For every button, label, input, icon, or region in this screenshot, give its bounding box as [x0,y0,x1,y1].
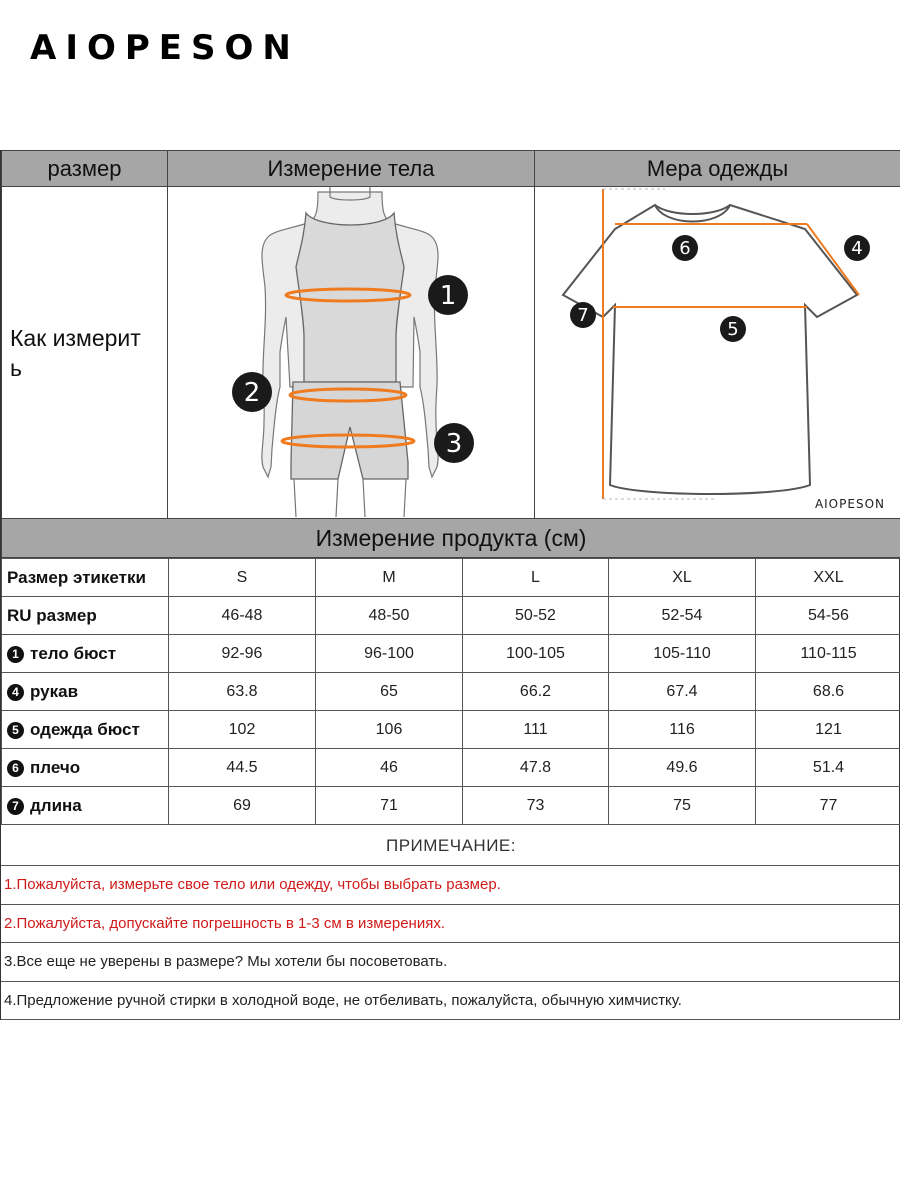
row-label [2,711,169,749]
table-row [2,749,900,787]
table-cell: S [169,559,316,597]
table-cell: 69 [169,787,316,825]
header-size: размер [1,150,168,187]
row-label [2,559,169,597]
table-cell: 63.8 [169,673,316,711]
marker-badge-icon: 5 [7,722,24,739]
diagram-watermark: AIOPESON [814,497,885,511]
row-label [2,597,169,635]
table-cell: M [316,559,463,597]
table-cell: 106 [316,711,463,749]
row-label-text: тело бюст [30,643,117,663]
table-row [2,673,900,711]
table-cell: 105-110 [609,635,756,673]
table-row [2,787,900,825]
table-cell: XXL [756,559,900,597]
table-cell: 65 [316,673,463,711]
body-diagram-cell [167,187,535,519]
product-measure-title: Измерение продукта (см) [1,519,900,558]
note-item-1: 1.Пожалуйста, измерьте свое тело или одежду, чтобы выбрать размер. [1,866,900,905]
table-cell: 50-52 [463,597,609,635]
marker-badge-icon: 6 [7,760,24,777]
how-to-measure-label: Как измерит ь [1,187,168,519]
table-cell: 121 [756,711,900,749]
row-label [2,673,169,711]
table-cell: 116 [609,711,756,749]
size-table [1,558,900,825]
body-figure-image [168,187,533,517]
row-label [2,787,169,825]
marker-1: 1 [439,281,457,311]
row-label [2,749,169,787]
table-cell: 49.6 [609,749,756,787]
row-label-text: плечо [30,757,81,777]
table-row [2,559,900,597]
table-cell: 100-105 [463,635,609,673]
brand-logo: AIOPESON [30,28,300,68]
tshirt-figure-image [535,187,899,517]
table-cell: 44.5 [169,749,316,787]
table-cell: 47.8 [463,749,609,787]
marker-badge-icon: 7 [7,798,24,815]
table-cell: 48-50 [316,597,463,635]
table-cell: 111 [463,711,609,749]
table-cell: 110-115 [756,635,900,673]
size-chart [0,150,900,1020]
table-cell: 67.4 [609,673,756,711]
header-body-measure: Измерение тела [167,150,535,187]
table-cell: 68.6 [756,673,900,711]
table-cell: L [463,559,609,597]
table-row [2,711,900,749]
notes-title: ПРИМЕЧАНИЕ: [1,827,900,866]
marker-5: 5 [727,319,739,340]
table-cell: 96-100 [316,635,463,673]
row-label-text: длина [30,795,82,815]
marker-badge-icon: 1 [7,646,24,663]
marker-2: 2 [243,378,261,408]
table-row [2,635,900,673]
table-cell: XL [609,559,756,597]
table-cell: 92-96 [169,635,316,673]
table-cell: 46-48 [169,597,316,635]
note-item-3: 3.Все еще не уверены в размере? Мы хотели бы посоветовать. [1,943,900,982]
garment-diagram-cell [534,187,900,519]
row-label-text: рукав [30,681,79,701]
table-cell: 51.4 [756,749,900,787]
table-cell: 46 [316,749,463,787]
table-cell: 71 [316,787,463,825]
marker-4: 4 [851,238,863,259]
row-label [2,635,169,673]
table-cell: 54-56 [756,597,900,635]
table-cell: 52-54 [609,597,756,635]
table-cell: 73 [463,787,609,825]
marker-6: 6 [679,238,691,259]
row-label-text: Размер этикетки [7,567,146,587]
marker-badge-icon: 4 [7,684,24,701]
row-label-text: RU размер [7,605,97,625]
table-cell: 75 [609,787,756,825]
table-cell: 102 [169,711,316,749]
note-item-2: 2.Пожалуйста, допускайте погрешность в 1-3 см в измерениях. [1,905,900,944]
marker-3: 3 [445,429,463,459]
table-cell: 77 [756,787,900,825]
marker-7: 7 [577,305,589,326]
note-item-4: 4.Предложение ручной стирки в холодной воде, не отбеливать, пожалуйста, обычную химчистку. [1,982,900,1021]
table-row [2,597,900,635]
row-label-text: одежда бюст [30,719,140,739]
header-garment-measure: Мера одежды [534,150,900,187]
table-cell: 66.2 [463,673,609,711]
